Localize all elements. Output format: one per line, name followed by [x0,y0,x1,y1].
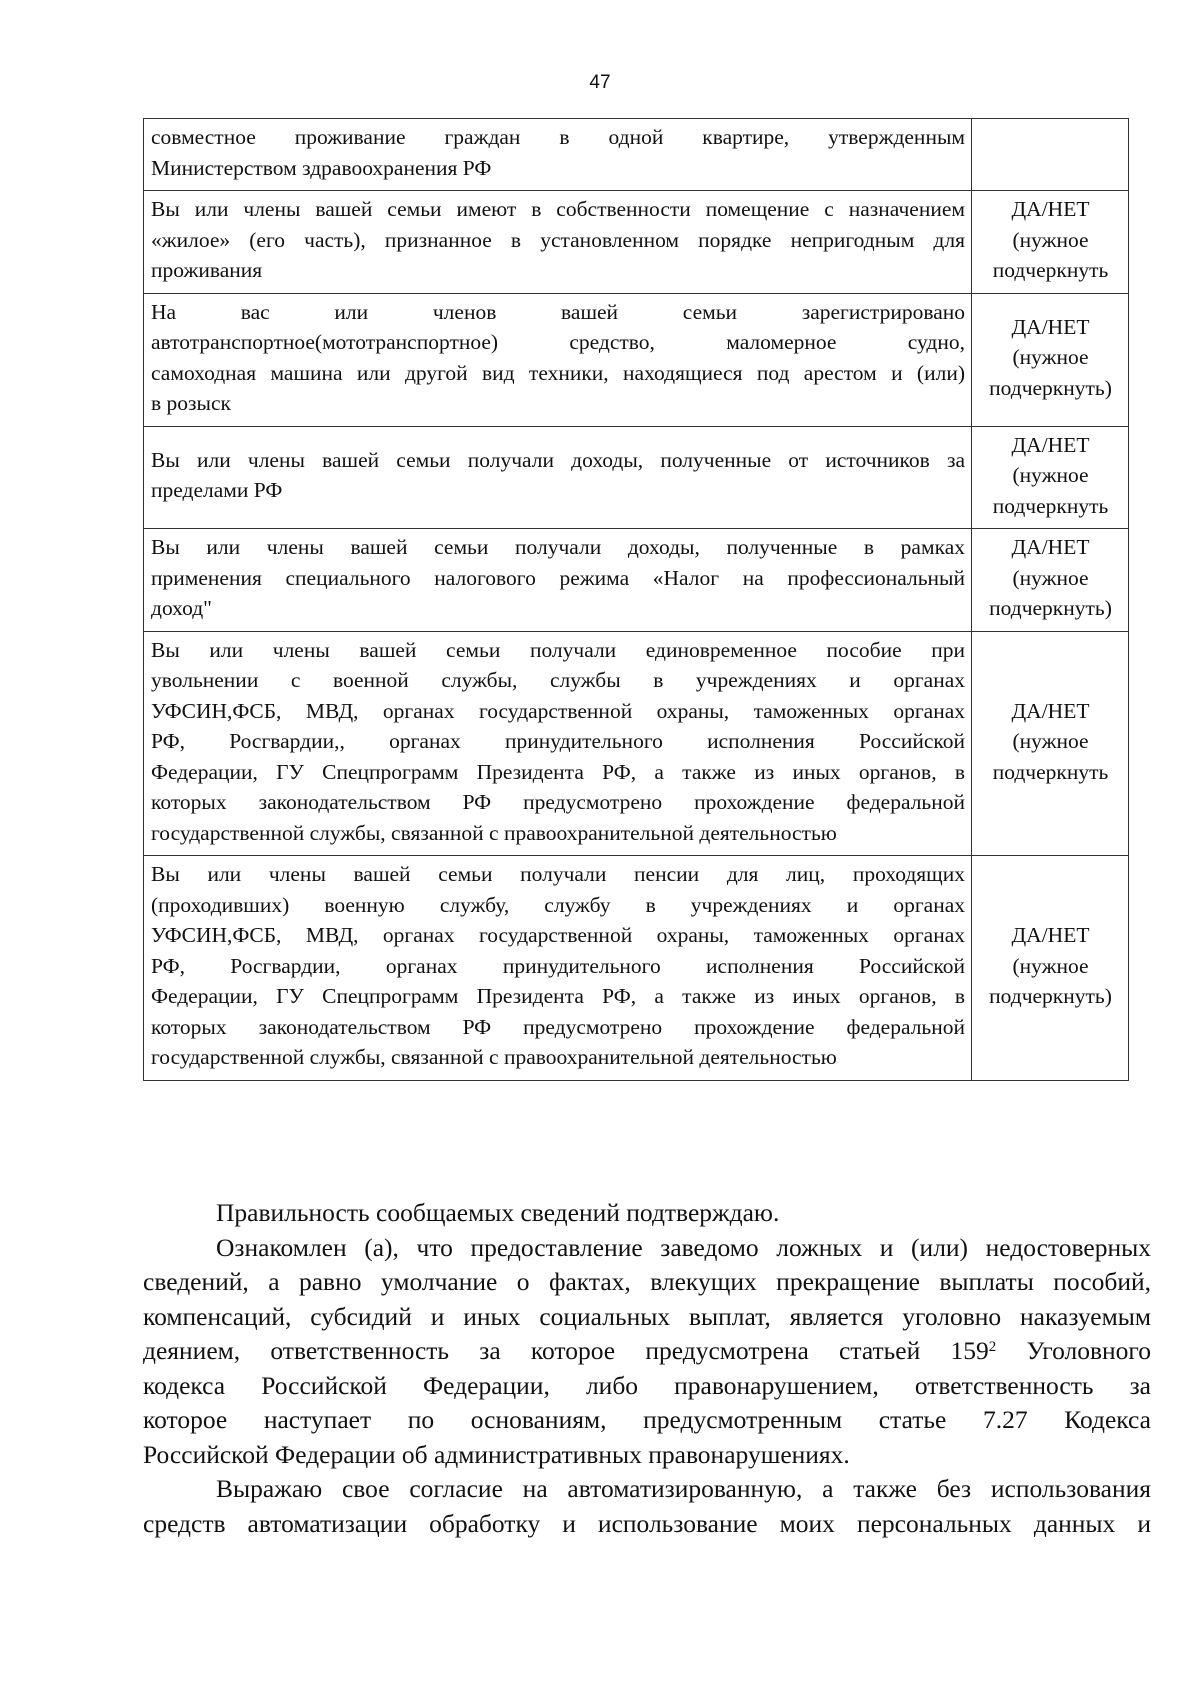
question-line: Федерации, ГУ Спецпрограмм Президента РФ, а также из иных органов, в [151,984,965,1008]
question-line: применения специального налогового режима «Налог на профессиональный [151,565,965,590]
questionnaire-table [143,118,1129,1081]
consent-paragraph [143,1472,1151,1541]
question-line: государственной службы, связанной с правоохранительной деятельностью [151,1045,837,1069]
question-line: увольнении с военной службы, службы в учреждениях и органах [151,668,965,692]
yes-no-option[interactable]: ДА/НЕТ [1011,535,1090,559]
liability-line-text: Уголовного [996,1336,1151,1365]
question-line: Вы или члены вашей семьи получали единовременное пособие при [151,637,965,662]
answer-instruction: (нужное [1012,953,1089,978]
question-line: Вы или члены вашей семьи получали доходы, полученные от источников за [151,447,965,472]
question-cell [144,293,972,426]
page-number: 47 [589,72,611,93]
answer-instruction: (нужное [1012,227,1089,252]
declaration-text [143,1196,1151,1541]
question-line: которых законодательством РФ предусмотрено прохождение федеральной [151,1014,965,1039]
liability-paragraph [143,1231,1151,1473]
answer-cell[interactable] [972,856,1129,1081]
question-line: автотранспортное(мототранспортное) средство, маломерное судно, [151,330,965,354]
table-row [144,293,1129,426]
table-row [144,529,1129,632]
question-line: УФСИН,ФСБ, МВД, органах государственной охраны, таможенных органах [151,923,965,947]
question-line: На вас или членов вашей семьи зарегистрировано [151,299,965,324]
liability-line: кодекса Российской Федерации, либо правонарушением, ответственность за [143,1370,1151,1400]
question-line: Вы или члены вашей семьи получали пенсии для лиц, проходящих [151,862,965,886]
liability-line [143,1334,1151,1369]
table-row [144,631,1129,856]
question-line: Федерации, ГУ Спецпрограмм Президента РФ, а также из иных органов, в [151,759,965,784]
question-cell [144,631,972,856]
question-line: совместное проживание граждан в одной квартире, утвержденным [151,125,965,149]
answer-instruction: (нужное [1012,565,1089,590]
answer-cell[interactable] [972,119,1129,191]
question-line: РФ, Росгвардии, органах принудительного исполнения Российской [151,953,965,978]
question-line: проживания [151,258,263,282]
table-row [144,119,1129,191]
answer-instruction: подчеркнуть) [989,984,1112,1008]
question-line: пределами РФ [151,478,283,503]
answer-instruction: подчеркнуть [992,493,1109,518]
answer-instruction: подчеркнуть [992,759,1109,784]
question-line: Министерством здравоохранения РФ [151,155,492,180]
question-line: РФ, Росгвардии,, органах принудительного исполнения Российской [151,729,965,753]
question-cell [144,856,972,1081]
question-line: которых законодательством РФ предусмотрено прохождение федеральной [151,790,965,814]
liability-line: Российской Федерации об административных правонарушениях. [143,1439,850,1469]
yes-no-option[interactable]: ДА/НЕТ [1011,923,1090,947]
table-row [144,426,1129,529]
question-line: УФСИН,ФСБ, МВД, органах государственной охраны, таможенных органах [151,698,965,723]
question-line: (проходивших) военную службу, службу в учреждениях и органах [151,892,965,917]
yes-no-option[interactable]: ДА/НЕТ [1011,197,1090,221]
question-line: Вы или члены вашей семьи получали доходы, полученные в рамках [151,535,965,559]
answer-instruction: подчеркнуть [992,258,1109,282]
liability-line: Ознакомлен (а), что предоставление заведомо ложных и (или) недостоверных [216,1232,1151,1262]
answer-cell[interactable] [972,191,1129,294]
question-cell [144,426,972,529]
answer-instruction: подчеркнуть) [989,375,1112,400]
question-line: «жилое» (его часть), признанное в установленном порядке непригодным для [151,227,965,252]
answer-cell[interactable] [972,529,1129,632]
article-superscript: 2 [988,1339,997,1355]
question-line: самоходная машина или другой вид техники, находящиеся под арестом и (или) [151,360,965,385]
liability-line: компенсаций, субсидий и иных социальных выплат, является уголовно наказуемым [143,1301,1151,1331]
confirmation-paragraph: Правильность сообщаемых сведений подтверждаю. [216,1198,780,1227]
table-row [144,856,1129,1081]
yes-no-option[interactable]: ДА/НЕТ [1011,314,1090,339]
liability-line: сведений, а равно умолчание о фактах, влекущих прекращение выплаты пособий, [143,1267,1151,1296]
liability-line-text: деянием, ответственность за которое предусмотрена статьей 159 [143,1336,989,1365]
question-cell [144,119,972,191]
question-line: в розыск [151,391,231,415]
answer-instruction: (нужное [1012,463,1089,487]
question-line: Вы или члены вашей семьи имеют в собственности помещение с назначением [151,197,965,221]
question-cell [144,529,972,632]
consent-line: средств автоматизации обработку и использование моих персональных данных и [143,1508,1151,1538]
consent-line: Выражаю свое согласие на автоматизированную, а также без использования [216,1474,1151,1503]
question-cell [144,191,972,294]
answer-cell[interactable] [972,293,1129,426]
table-row [144,191,1129,294]
question-line: доход" [151,596,212,620]
answer-instruction: (нужное [1012,345,1089,370]
answer-cell[interactable] [972,631,1129,856]
yes-no-option[interactable]: ДА/НЕТ [1011,698,1090,723]
answer-instruction: подчеркнуть) [989,596,1112,620]
answer-cell[interactable] [972,426,1129,529]
liability-line: которое наступает по основаниям, предусмотренным статье 7.27 Кодекса [143,1405,1151,1434]
question-line: государственной службы, связанной с правоохранительной деятельностью [151,820,837,845]
yes-no-option[interactable]: ДА/НЕТ [1011,432,1090,457]
answer-instruction: (нужное [1012,729,1089,753]
